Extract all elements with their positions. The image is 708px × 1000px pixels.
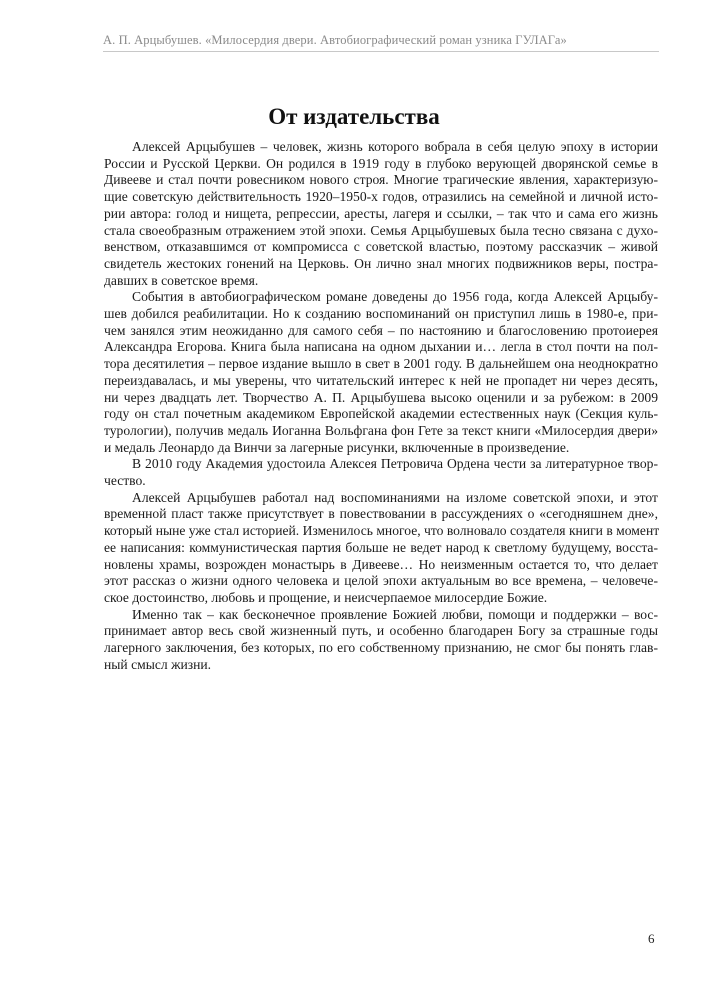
text-line: новлены храмы, возрожден монастырь в Дивееве… Но неизменным остается то, что делает — [104, 556, 658, 572]
text-line: щие советскую действительность 1920–1950-х годов, отразились на семейной и личной исто- — [104, 189, 658, 205]
text-line: Алексей Арцыбушев работал над воспоминаниями на изломе советской эпохи, и этот — [132, 489, 658, 505]
paragraph — [104, 490, 658, 607]
text-line: ское достоинство, любовь и прощение, и неисчерпаемое милосердие Божие. — [104, 589, 548, 605]
text-line: Дивееве и стал почти ровесником нового строя. Многие трагические явления, характеризую- — [104, 172, 658, 188]
text-line: и медаль Леонардо да Винчи за лагерные рисунки, включенные в произведение. — [104, 439, 570, 455]
text-line: Именно так – как бесконечное проявление Божией любви, помощи и поддержки – вос- — [132, 606, 658, 622]
text-line: чем занялся этим неожиданно для самого себя – по настоянию и благословению протоиерея — [104, 322, 658, 338]
text-line: тора десятилетия – первое издание вышло в свет в 2001 году. В дальнейшем она неоднократно — [104, 356, 658, 372]
text-line: ни через двадцать лет. Творчество А. П. Арцыбушева высоко оценили и за рубежом: в 2009 — [104, 389, 658, 405]
text-line: Александра Егорова. Книга была написана на одном дыхании и… легла в стол почти на пол- — [104, 339, 658, 355]
text-line: рии автора: голод и нищета, репрессии, аресты, лагеря и ссылки, – так что и сама его жизнь — [104, 205, 658, 221]
text-line: году он стал почетным академиком Европейской академии естественных наук (Секция куль- — [104, 406, 658, 422]
body-text — [104, 139, 658, 674]
text-line: лагерного заключения, без которых, по его собственному признанию, не смог бы понять глав- — [104, 640, 658, 656]
text-line: ее написания: коммунистическая партия больше не ведет народ к светлому будущему, восста- — [104, 539, 658, 555]
paragraph — [104, 139, 658, 289]
text-line: чество. — [104, 473, 146, 489]
text-line: переиздавалась, и мы уверены, что читательский интерес к ней не пропадет ни через десять, — [104, 372, 658, 388]
text-line: Алексей Арцыбушев – человек, жизнь которого вобрала в себя целую эпоху в истории — [132, 139, 658, 154]
text-line: этот рассказ о жизни одного человека и целой эпохи актуальным во все времена, – человече- — [104, 573, 658, 589]
text-line: России и Русской Церкви. Он родился в 1919 году в глубоко верующей дворянской семье в — [104, 155, 658, 171]
text-line: турологии), получив медаль Иоганна Вольфгана фон Гете за текст книги «Милосердия двери» — [104, 422, 658, 438]
text-line: стала своеобразным отражением этой эпохи. Семья Арцыбушевых была тесно связана с духо- — [104, 222, 658, 238]
text-line: События в автобиографическом романе доведены до 1956 года, когда Алексей Арцыбу- — [132, 289, 658, 305]
text-line: шев добился реабилитации. Но к созданию воспоминаний он приступил лишь в 1980-е, при- — [104, 306, 658, 322]
page-number: 6 — [648, 931, 655, 946]
paragraph — [104, 456, 658, 489]
text-line: свидетель жестоких гонений на Церковь. Он лично знал многих подвижников веры, постра- — [104, 255, 658, 271]
text-line: временной пласт также присутствует в повествовании в рассуждениях о «сегодняшнем дне», — [104, 506, 658, 522]
text-line: В 2010 году Академия удостоила Алексея Петровича Ордена чести за литературное твор- — [132, 456, 658, 472]
text-line: который ныне уже стал историей. Изменилось многое, что волновало создателя книги в момент — [104, 523, 660, 539]
paragraph — [104, 289, 658, 456]
text-line: ный смысл жизни. — [104, 656, 212, 672]
paragraph — [104, 607, 658, 674]
page-title: От издательства — [268, 104, 440, 129]
text-line: принимает автор весь свой жизненный путь, и особенно благодарен Богу за страшные годы — [104, 623, 658, 639]
running-head: А. П. Арцыбушев. «Милосердия двери. Автобиографический роман узника ГУЛАГа» — [103, 33, 567, 47]
text-line: давших в советское время. — [104, 272, 259, 288]
header-rule — [103, 51, 659, 52]
text-line: венством, отказавшимся от компромисса с советской властью, поэтому рассказчик – живой — [104, 239, 658, 255]
